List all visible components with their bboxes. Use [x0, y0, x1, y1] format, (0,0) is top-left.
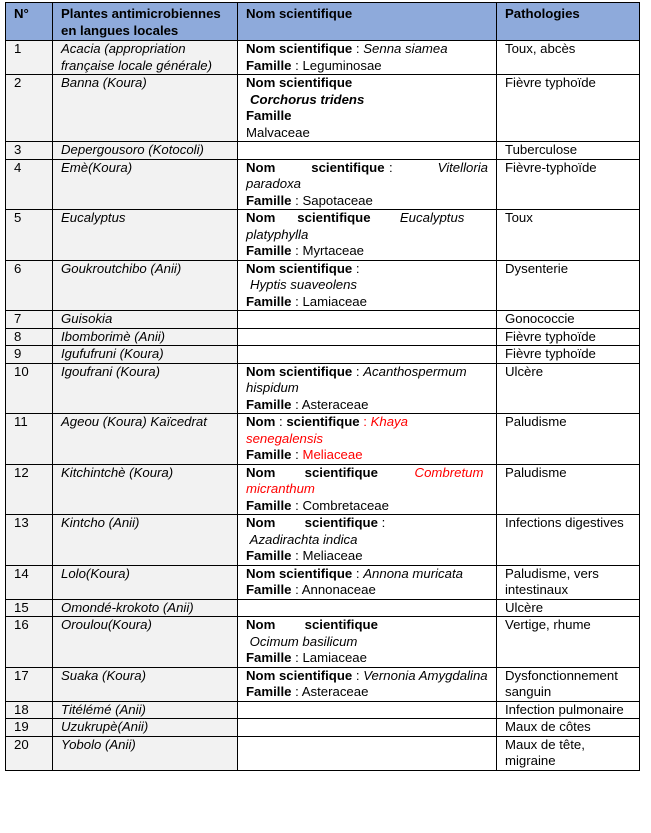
- family-name: Leguminosae: [302, 57, 382, 73]
- row-number: 6: [6, 260, 53, 311]
- scientific-cell: [238, 311, 497, 329]
- scientific-cell: Nom scientifique : Hyptis suaveolens Famille : Lamiaceae: [238, 260, 497, 311]
- local-name: Kintcho (Anii): [53, 515, 238, 566]
- family-label: Famille: [246, 192, 292, 208]
- pathology: Toux, abcès: [497, 41, 640, 75]
- family-label: Famille: [246, 108, 292, 123]
- family-name: Sapotaceae: [302, 192, 373, 208]
- table-row: [6, 210, 640, 261]
- local-name: Eucalyptus: [53, 210, 238, 261]
- row-number: 9: [6, 346, 53, 364]
- row-number: 17: [6, 667, 53, 701]
- table-row: [6, 667, 640, 701]
- scientific-cell: [238, 328, 497, 346]
- local-name: Ibomborimè (Anii): [53, 328, 238, 346]
- pathology: Tuberculose: [497, 142, 640, 160]
- family-label: Famille: [246, 243, 292, 258]
- pathology: Fièvre typhoïde: [497, 346, 640, 364]
- header-number: N°: [6, 3, 53, 41]
- family-name: Meliaceae: [302, 548, 363, 563]
- family-name: Myrtaceae: [302, 243, 365, 258]
- family-label: Famille: [246, 650, 292, 665]
- pathology: Dysfonctionnement sanguin: [497, 667, 640, 701]
- pathology: Dysenterie: [497, 260, 640, 311]
- pathology: Fièvre typhoïde: [497, 328, 640, 346]
- local-name: Depergousoro (Kotocoli): [53, 142, 238, 160]
- sci-label: Nom scientifique: [246, 260, 353, 276]
- scientific-cell: Nom scientifique : Annona muricata Famille : Annonaceae: [238, 565, 497, 599]
- table-row: [6, 41, 640, 75]
- sci-label: Nom: [246, 210, 276, 225]
- pathology: Gonococcie: [497, 311, 640, 329]
- row-number: 7: [6, 311, 53, 329]
- scientific-cell: Nom scientifique : Senna siamea Famille : Leguminosae: [238, 41, 497, 75]
- species-name: Khaya senegalensis: [246, 414, 408, 446]
- table-row: [6, 719, 640, 737]
- family-label: Famille: [246, 548, 292, 563]
- pathology: Maux de côtes: [497, 719, 640, 737]
- table-row: [6, 736, 640, 770]
- species-name: Eucalyptus platyphylla: [246, 210, 465, 242]
- row-number: 15: [6, 599, 53, 617]
- row-number: 18: [6, 701, 53, 719]
- species-name: Hyptis suaveolens: [250, 277, 358, 292]
- family-label: Famille: [246, 293, 292, 309]
- sci-label: Nom: [246, 159, 276, 175]
- pathology: Maux de tête, migraine: [497, 736, 640, 770]
- row-number: 19: [6, 719, 53, 737]
- family-label: Famille: [246, 57, 292, 73]
- header-scientific-name: Nom scientifique: [238, 3, 497, 41]
- species-name: Ocimum basilicum: [249, 633, 358, 649]
- local-name: Suaka (Koura): [53, 667, 238, 701]
- local-name: Omondé-krokoto (Anii): [53, 599, 238, 617]
- family-name: Combretaceae: [302, 497, 389, 513]
- row-number: 11: [6, 414, 53, 465]
- family-name: Asteraceae: [301, 684, 369, 699]
- family-name: Meliaceae: [302, 447, 363, 462]
- sci-label: Nom: [246, 617, 276, 632]
- row-number: 20: [6, 736, 53, 770]
- sci-label: Nom scientifique: [246, 363, 353, 379]
- pathology: Ulcère: [497, 599, 640, 617]
- local-name: Lolo(Koura): [53, 565, 238, 599]
- sci-label: Nom: [246, 515, 276, 530]
- family-label: Famille: [246, 447, 292, 462]
- table-row: [6, 75, 640, 142]
- sci-label: Nom: [246, 464, 276, 480]
- species-name: Vernonia Amygdalina: [363, 667, 488, 683]
- sci-label-nom: Nom: [246, 414, 276, 429]
- table-row: [6, 260, 640, 311]
- species-name: Annona muricata: [363, 565, 463, 581]
- table-row: [6, 363, 640, 414]
- row-number: 3: [6, 142, 53, 160]
- scientific-cell: [238, 75, 497, 142]
- table-header-row: [6, 3, 640, 41]
- scientific-cell: Nom scientifique Eucalyptus platyphylla Famille : Myrtaceae: [238, 210, 497, 261]
- family-label: Famille: [246, 684, 292, 699]
- pathology: Fièvre-typhoïde: [497, 159, 640, 210]
- table-row: [6, 328, 640, 346]
- plants-table: [5, 2, 640, 771]
- local-name: Titélémé (Anii): [53, 701, 238, 719]
- pathology: Infections digestives: [497, 515, 640, 566]
- pathology: Infection pulmonaire: [497, 701, 640, 719]
- table-row: [6, 159, 640, 210]
- table-row: [6, 346, 640, 364]
- pathology: Ulcère: [497, 363, 640, 414]
- local-name: Acacia (appropriation française locale générale): [53, 41, 238, 75]
- pathology: Vertige, rhume: [497, 617, 640, 668]
- family-name: Asteraceae: [301, 396, 369, 412]
- scientific-cell: Nom scientifique : Acanthospermum hispidum Famille : Asteraceae: [238, 363, 497, 414]
- local-name: Uzukrupè(Anii): [53, 719, 238, 737]
- species-name: Corchorus tridens: [250, 91, 365, 107]
- table-row: [6, 414, 640, 465]
- local-name: Igoufrani (Koura): [53, 363, 238, 414]
- table-row: [6, 565, 640, 599]
- row-number: 1: [6, 41, 53, 75]
- pathology: Toux: [497, 210, 640, 261]
- scientific-cell: Nom scientifique Ocimum basilicum Famille : Lamiaceae: [238, 617, 497, 668]
- row-number: 14: [6, 565, 53, 599]
- species-name: Vitelloria paradoxa: [246, 159, 488, 191]
- local-name: Ageou (Koura) Kaïcedrat: [53, 414, 238, 465]
- pathology: Fièvre typhoïde: [497, 75, 640, 142]
- local-name: Banna (Koura): [53, 75, 238, 142]
- scientific-cell: Nom : scientifique : Khaya senegalensis Famille : Meliaceae: [238, 414, 497, 465]
- scientific-cell: Nom scientifique : Vernonia Amygdalina Famille : Asteraceae: [238, 667, 497, 701]
- header-local-name: Plantes antimicrobiennes en langues locales: [53, 3, 238, 41]
- scientific-cell: [238, 142, 497, 160]
- scientific-cell: Nom scientifique : Vitelloria paradoxa Famille : Sapotaceae: [238, 159, 497, 210]
- species-name: Azadirachta indica: [249, 531, 358, 547]
- local-name: Yobolo (Anii): [53, 736, 238, 770]
- row-number: 12: [6, 464, 53, 515]
- pathology: Paludisme: [497, 464, 640, 515]
- row-number: 5: [6, 210, 53, 261]
- local-name: Kitchintchè (Koura): [53, 464, 238, 515]
- row-number: 2: [6, 75, 53, 142]
- sci-label: Nom scientifique: [246, 41, 353, 56]
- scientific-cell: Nom scientifique Combretum micranthum Famille : Combretaceae: [238, 464, 497, 515]
- family-name: Lamiaceae: [302, 293, 367, 309]
- scientific-cell: [238, 701, 497, 719]
- sci-label: Nom scientifique: [246, 565, 353, 581]
- pathology: Paludisme, vers intestinaux: [497, 565, 640, 599]
- scientific-cell: [238, 736, 497, 770]
- table-row: [6, 617, 640, 668]
- row-number: 4: [6, 159, 53, 210]
- scientific-cell: [238, 719, 497, 737]
- family-name: Malvaceae: [246, 124, 310, 140]
- species-name: Acanthospermum hispidum: [246, 363, 467, 395]
- scientific-cell: [238, 599, 497, 617]
- pathology: Paludisme: [497, 414, 640, 465]
- table-row: [6, 311, 640, 329]
- family-label: Famille: [246, 582, 292, 597]
- table-row: [6, 142, 640, 160]
- table-row: [6, 599, 640, 617]
- header-pathologies: Pathologies: [497, 3, 640, 41]
- family-label: Famille: [246, 497, 292, 513]
- row-number: 8: [6, 328, 53, 346]
- local-name: Guisokia: [53, 311, 238, 329]
- family-label: Famille: [246, 396, 292, 412]
- local-name: Emè(Koura): [53, 159, 238, 210]
- table-row: [6, 464, 640, 515]
- scientific-cell: [238, 346, 497, 364]
- local-name: Igufufruni (Koura): [53, 346, 238, 364]
- local-name: Goukroutchibo (Anii): [53, 260, 238, 311]
- row-number: 16: [6, 617, 53, 668]
- row-number: 10: [6, 363, 53, 414]
- sci-label: Nom scientifique: [246, 75, 353, 90]
- row-number: 13: [6, 515, 53, 566]
- sci-label: Nom scientifique: [246, 667, 353, 683]
- table-row: [6, 515, 640, 566]
- local-name: Oroulou(Koura): [53, 617, 238, 668]
- family-name: Annonaceae: [301, 582, 376, 597]
- family-name: Lamiaceae: [302, 650, 367, 665]
- table-row: [6, 701, 640, 719]
- scientific-cell: Nom scientifique : Azadirachta indica Famille : Meliaceae: [238, 515, 497, 566]
- species-name: Combretum micranthum: [246, 464, 484, 496]
- species-name: Senna siamea: [363, 41, 448, 56]
